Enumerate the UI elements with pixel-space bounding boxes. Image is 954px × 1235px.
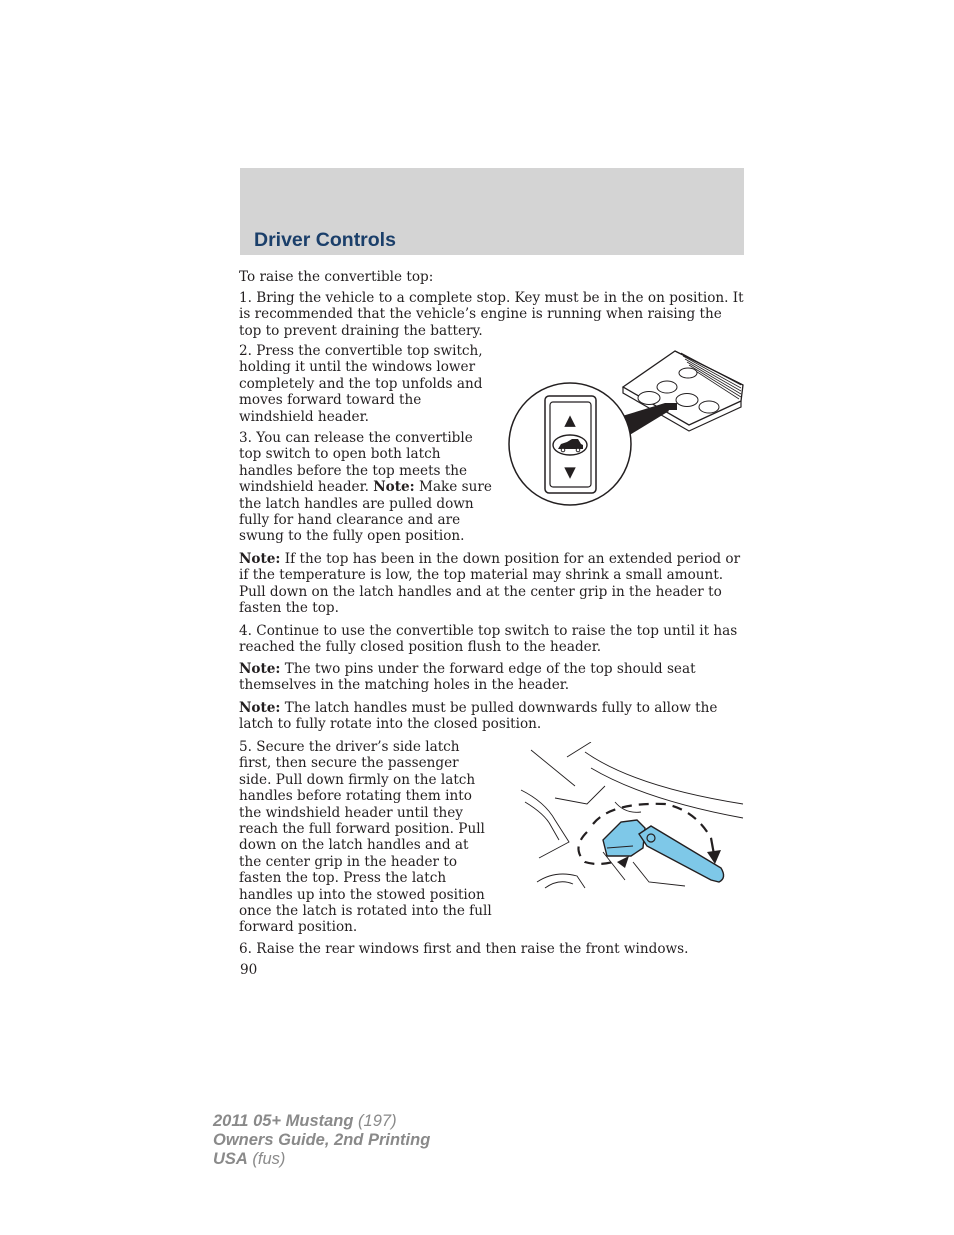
footer [213, 1112, 430, 1169]
section-header-band [240, 168, 744, 255]
note-2-paragraph [239, 661, 745, 694]
note-2-label: Note: [239, 661, 281, 677]
intro-text: To raise the convertible top: [239, 269, 434, 285]
step-2-text: 2. Press the convertible top switch, holding it until the windows lower completely and the top unfolds and moves forward toward the windshield header. [239, 343, 483, 425]
section-title: Driver Controls [254, 229, 396, 251]
note-1-label: Note: [239, 551, 281, 567]
switch-down-arrow-icon: ▼ [564, 463, 576, 481]
step-1-text: 1. Bring the vehicle to a complete stop. Key must be in the on position. It is recommended that the vehicle’s engine is running when raising the top to prevent draining the battery. [239, 290, 744, 339]
footer-market-code: (fus) [247, 1150, 286, 1168]
note-1-text: If the top has been in the down position for an extended period or if the temperature is low, the top material may shrink a small amount. Pull down on the latch handles and at the center grip in the header to fasten the top. [239, 551, 741, 617]
step-6-text: 6. Raise the rear windows first and then raise the front windows. [239, 941, 689, 957]
switch-up-arrow-icon: ▲ [564, 411, 576, 429]
step-3-note-text: Make sure the latch handles are pulled down fully for hand clearance and are swung to the fully open position. [239, 479, 492, 545]
step-3-text: 3. You can release the convertible top switch to open both latch handles before the top meets the windshield header. [239, 430, 473, 496]
footer-line-3 [213, 1150, 430, 1169]
note-3-text: The latch handles must be pulled downwards fully to allow the latch to fully rotate into the closed position. [239, 700, 718, 733]
convertible-car-icon [553, 435, 587, 455]
footer-code: (197) [353, 1112, 397, 1130]
convertible-top-switch-illustration [505, 345, 750, 510]
footer-model: 2011 05+ Mustang [213, 1112, 354, 1130]
note-1-paragraph [239, 551, 745, 617]
step-5-text: 5. Secure the driver’s side latch first, then secure the passenger side. Pull down firmly on the latch handles before rotating them into the windshield header until they reach the full forward position. Pull down on the latch handles and at the center grip in the header to fasten the top. Press the latch handles up into the stowed position once the latch is rotated into the full forward position. [239, 739, 492, 936]
page-number: 90 [240, 962, 258, 978]
note-3-paragraph [239, 700, 745, 733]
footer-line-2: Owners Guide, 2nd Printing [213, 1131, 431, 1149]
step-3-note-label: Note: [373, 479, 415, 496]
forward-arrow-icon [617, 856, 629, 868]
note-3-label: Note: [239, 700, 281, 716]
footer-line-1 [213, 1112, 430, 1131]
footer-market: USA [213, 1150, 248, 1168]
note-2-text: The two pins under the forward edge of the top should seat themselves in the matching holes in the header. [239, 661, 696, 694]
step-3-paragraph [239, 430, 495, 545]
step-4-text: 4. Continue to use the convertible top switch to raise the top until it has reached the fully closed position flush to the header. [239, 623, 738, 656]
latch-handle-illustration [515, 742, 745, 902]
